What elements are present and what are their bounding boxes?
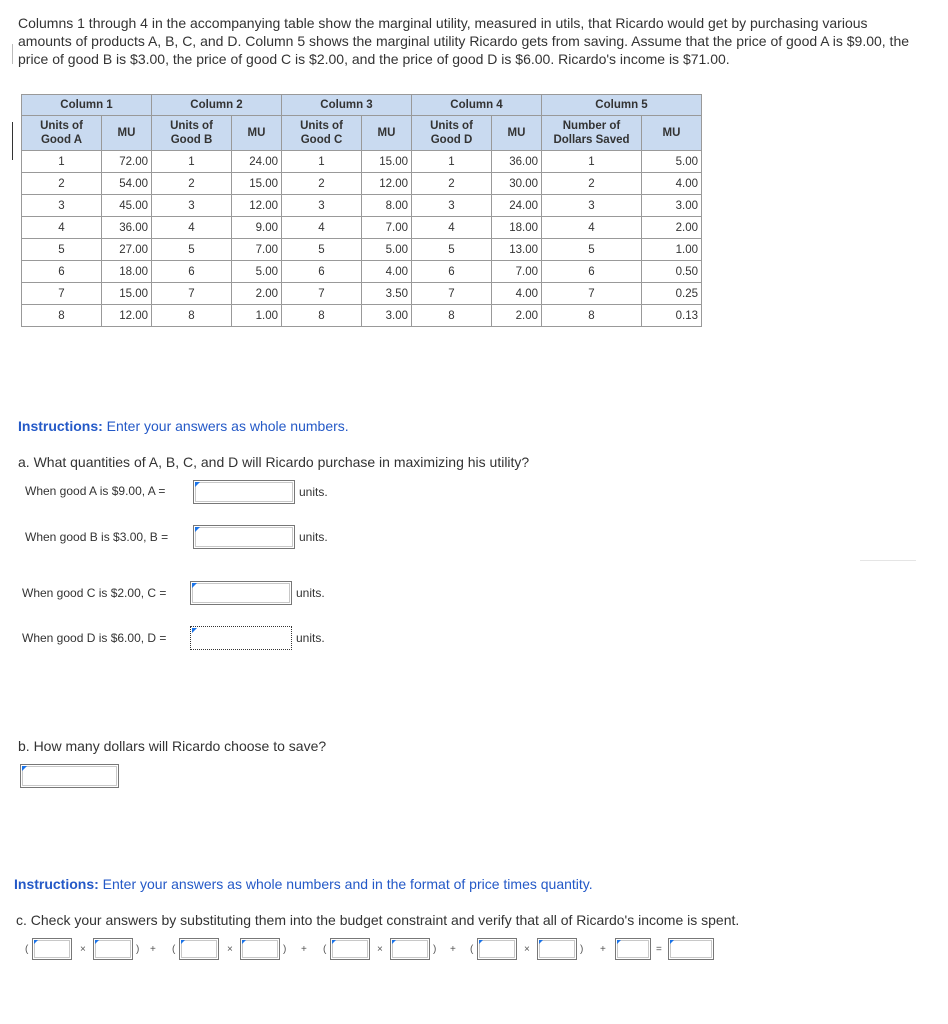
intro-text: Columns 1 through 4 in the accompanying table show the marginal utility, measured in utils, that Ricardo would get by purchasing various amounts of products A, B, C, and D. Column 5 shows the marginal utility Ricardo gets from saving. Assume that the price of good A is $9.00, the price of good B is $3.00, the price of good C is $2.00, and the price of good D is $6.00. Ricardo's income is $71.00. [18, 15, 910, 67]
table-subheader-row [22, 116, 702, 151]
mu-cell: 5.00 [232, 261, 282, 283]
open-paren: ( [323, 944, 327, 955]
answer-c-input[interactable] [190, 581, 292, 605]
subheader-text: MU [662, 127, 681, 139]
units-cell: 8 [152, 305, 232, 327]
subheader-text: Dollars Saved [553, 134, 630, 146]
answer-d-input[interactable] [190, 626, 292, 650]
instructions-label: Instructions: [18, 418, 103, 434]
mu-cell: 24.00 [492, 195, 542, 217]
mu-cell: 7.00 [362, 217, 412, 239]
units-cell: 4 [22, 217, 102, 239]
table-subheader [22, 116, 102, 151]
units-cell: 8 [542, 305, 642, 327]
mu-cell: 36.00 [102, 217, 152, 239]
units-cell: 7 [22, 283, 102, 305]
units-cell: 4 [412, 217, 492, 239]
mu-cell: 7.00 [492, 261, 542, 283]
mu-cell: 8.00 [362, 195, 412, 217]
units-d: units. [296, 631, 325, 645]
subheader-text: Units of [430, 120, 473, 132]
savings-input[interactable] [20, 764, 119, 788]
table-row [22, 195, 702, 217]
subheader-text: MU [507, 127, 526, 139]
answer-b-input[interactable] [193, 525, 295, 549]
mu-cell: 45.00 [102, 195, 152, 217]
table-subheader [492, 116, 542, 151]
table-subheader [102, 116, 152, 151]
times-symbol: × [524, 944, 530, 955]
quantity-b-input[interactable] [240, 938, 280, 960]
table-row [22, 217, 702, 239]
label-a: When good A is $9.00, A = [25, 484, 166, 498]
subheader-text: MU [117, 127, 136, 139]
units-cell: 1 [282, 151, 362, 173]
label-d: When good D is $6.00, D = [22, 631, 167, 645]
table-row [22, 261, 702, 283]
instructions-text: Enter your answers as whole numbers. [102, 418, 349, 434]
mu-cell: 12.00 [102, 305, 152, 327]
plus-symbol: + [600, 944, 606, 955]
units-cell: 8 [22, 305, 102, 327]
mu-cell: 12.00 [362, 173, 412, 195]
units-cell: 8 [282, 305, 362, 327]
close-paren: ) [433, 944, 437, 955]
answer-a-input[interactable] [193, 480, 295, 504]
units-cell: 5 [152, 239, 232, 261]
times-symbol: × [377, 944, 383, 955]
times-symbol: × [227, 944, 233, 955]
open-paren: ( [470, 944, 474, 955]
table-subheader [282, 116, 362, 151]
subheader-text: Good D [430, 134, 473, 146]
group-header-column-4: Column 4 [412, 95, 542, 116]
price-a-input[interactable] [32, 938, 72, 960]
mu-cell: 5.00 [642, 151, 702, 173]
mu-cell: 1.00 [232, 305, 282, 327]
divider-line [860, 560, 916, 561]
units-cell: 6 [22, 261, 102, 283]
group-header-column-2: Column 2 [152, 95, 282, 116]
open-paren: ( [25, 944, 29, 955]
mu-cell: 2.00 [232, 283, 282, 305]
units-cell: 1 [542, 151, 642, 173]
mu-cell: 9.00 [232, 217, 282, 239]
plus-symbol: + [150, 944, 156, 955]
instructions-2 [14, 876, 593, 892]
mu-cell: 1.00 [642, 239, 702, 261]
units-cell: 5 [282, 239, 362, 261]
group-header-column-5: Column 5 [542, 95, 702, 116]
table-row [22, 239, 702, 261]
mu-cell: 18.00 [102, 261, 152, 283]
units-cell: 5 [412, 239, 492, 261]
units-cell: 2 [282, 173, 362, 195]
question-a: a. What quantities of A, B, C, and D will Ricardo purchase in maximizing his utility? [18, 454, 530, 470]
units-cell: 3 [282, 195, 362, 217]
units-cell: 7 [282, 283, 362, 305]
quantity-a-input[interactable] [93, 938, 133, 960]
group-header-column-3: Column 3 [282, 95, 412, 116]
mu-cell: 15.00 [232, 173, 282, 195]
mu-cell: 2.00 [642, 217, 702, 239]
table-body [22, 151, 702, 327]
mu-cell: 4.00 [642, 173, 702, 195]
mu-cell: 3.00 [362, 305, 412, 327]
subheader-text: Units of [40, 120, 83, 132]
mu-cell: 15.00 [102, 283, 152, 305]
units-cell: 1 [22, 151, 102, 173]
table-group-header-row [22, 95, 702, 116]
mu-cell: 3.50 [362, 283, 412, 305]
instructions-label: Instructions: [14, 876, 99, 892]
subheader-text: Number of [562, 120, 621, 132]
question-c: c. Check your answers by substituting them into the budget constraint and verify that all of Ricardo's income is spent. [16, 912, 740, 928]
table-subheader [152, 116, 232, 151]
quantity-c-input[interactable] [390, 938, 430, 960]
label-c: When good C is $2.00, C = [22, 586, 167, 600]
units-cell: 1 [152, 151, 232, 173]
units-cell: 3 [412, 195, 492, 217]
table-subheader [642, 116, 702, 151]
mu-cell: 0.25 [642, 283, 702, 305]
mu-cell: 36.00 [492, 151, 542, 173]
units-cell: 1 [412, 151, 492, 173]
subheader-text: MU [377, 127, 396, 139]
times-symbol: × [80, 944, 86, 955]
mu-cell: 3.00 [642, 195, 702, 217]
close-paren: ) [136, 944, 140, 955]
table-row [22, 173, 702, 195]
plus-symbol: + [450, 944, 456, 955]
units-cell: 3 [542, 195, 642, 217]
mu-cell: 18.00 [492, 217, 542, 239]
mu-cell: 13.00 [492, 239, 542, 261]
mu-cell: 24.00 [232, 151, 282, 173]
units-cell: 7 [152, 283, 232, 305]
close-paren: ) [283, 944, 287, 955]
savings-amount-input[interactable] [615, 938, 651, 960]
plus-symbol: + [301, 944, 307, 955]
left-margin-mark [12, 122, 13, 160]
units-cell: 6 [412, 261, 492, 283]
table-subheader [412, 116, 492, 151]
table-subheader [542, 116, 642, 151]
units-cell: 2 [152, 173, 232, 195]
table-row [22, 283, 702, 305]
units-a: units. [299, 485, 328, 499]
table-subheader [362, 116, 412, 151]
units-cell: 2 [22, 173, 102, 195]
price-c-input[interactable] [330, 938, 370, 960]
mu-cell: 72.00 [102, 151, 152, 173]
units-cell: 2 [542, 173, 642, 195]
units-cell: 2 [412, 173, 492, 195]
units-b: units. [299, 530, 328, 544]
subheader-text: Units of [300, 120, 343, 132]
mu-cell: 2.00 [492, 305, 542, 327]
subheader-text: Good B [170, 134, 213, 146]
mu-cell: 5.00 [362, 239, 412, 261]
mu-cell: 12.00 [232, 195, 282, 217]
subheader-text: Units of [170, 120, 213, 132]
open-paren: ( [172, 944, 176, 955]
units-cell: 5 [22, 239, 102, 261]
units-cell: 4 [152, 217, 232, 239]
mu-cell: 0.13 [642, 305, 702, 327]
units-cell: 7 [542, 283, 642, 305]
subheader-text: Good C [300, 134, 343, 146]
units-cell: 3 [22, 195, 102, 217]
mu-cell: 15.00 [362, 151, 412, 173]
instructions-1 [18, 418, 349, 434]
mu-cell: 4.00 [362, 261, 412, 283]
units-cell: 5 [542, 239, 642, 261]
units-cell: 7 [412, 283, 492, 305]
price-d-input[interactable] [477, 938, 517, 960]
units-cell: 6 [542, 261, 642, 283]
close-paren: ) [580, 944, 584, 955]
units-cell: 6 [152, 261, 232, 283]
units-cell: 8 [412, 305, 492, 327]
group-header-column-1: Column 1 [22, 95, 152, 116]
units-c: units. [296, 586, 325, 600]
table-subheader [232, 116, 282, 151]
units-cell: 6 [282, 261, 362, 283]
total-income-input[interactable] [668, 938, 714, 960]
mu-cell: 54.00 [102, 173, 152, 195]
units-cell: 4 [282, 217, 362, 239]
price-b-input[interactable] [179, 938, 219, 960]
instructions-text: Enter your answers as whole numbers and in the format of price times quantity. [98, 876, 593, 892]
table-row [22, 305, 702, 327]
units-cell: 4 [542, 217, 642, 239]
mu-cell: 27.00 [102, 239, 152, 261]
mu-cell: 0.50 [642, 261, 702, 283]
question-b: b. How many dollars will Ricardo choose to save? [18, 738, 327, 754]
mu-cell: 7.00 [232, 239, 282, 261]
mu-cell: 4.00 [492, 283, 542, 305]
quantity-d-input[interactable] [537, 938, 577, 960]
subheader-text: Good A [40, 134, 83, 146]
units-cell: 3 [152, 195, 232, 217]
label-b: When good B is $3.00, B = [25, 530, 169, 544]
mu-cell: 30.00 [492, 173, 542, 195]
equals-symbol: = [656, 944, 662, 955]
table-row [22, 151, 702, 173]
subheader-text: MU [247, 127, 266, 139]
marginal-utility-table [21, 94, 702, 327]
text-cursor-bar [12, 44, 13, 64]
